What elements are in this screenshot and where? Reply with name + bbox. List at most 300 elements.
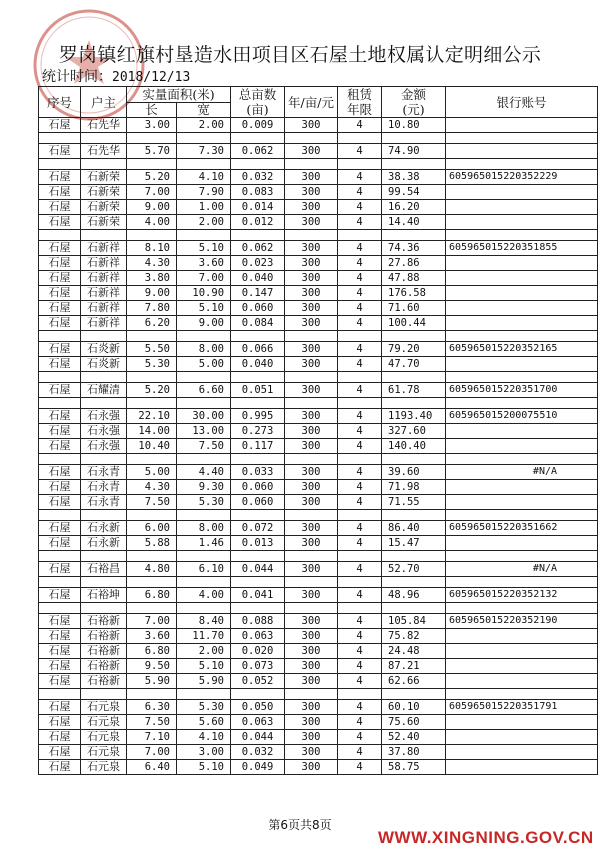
length-cell: 3.00 <box>127 118 177 133</box>
blank-cell <box>382 510 446 521</box>
length-cell: 10.40 <box>127 439 177 454</box>
lease-years-cell: 4 <box>338 674 382 689</box>
bank-account-cell <box>446 730 598 745</box>
blank-cell <box>382 133 446 144</box>
rate-cell: 300 <box>285 424 338 439</box>
rate-cell: 300 <box>285 144 338 159</box>
seq-cell: 石屋 <box>39 424 81 439</box>
lease-years-cell: 4 <box>338 659 382 674</box>
width-cell: 30.00 <box>177 409 231 424</box>
bank-account-cell: 605965015220352165 <box>446 342 598 357</box>
total-mu-cell: 0.051 <box>231 383 285 398</box>
amount-cell: 38.38 <box>382 170 446 185</box>
rate-cell: 300 <box>285 659 338 674</box>
owner-cell: 石永青 <box>81 495 127 510</box>
table-row <box>39 241 598 256</box>
rate-cell: 300 <box>285 342 338 357</box>
width-cell: 9.30 <box>177 480 231 495</box>
lease-years-cell: 4 <box>338 409 382 424</box>
blank-cell <box>338 398 382 409</box>
blank-cell <box>39 603 81 614</box>
blank-separator-row <box>39 230 598 241</box>
total-mu-cell: 0.052 <box>231 674 285 689</box>
blank-cell <box>285 159 338 170</box>
amount-cell: 87.21 <box>382 659 446 674</box>
amount-cell: 14.40 <box>382 215 446 230</box>
total-mu-cell: 0.062 <box>231 241 285 256</box>
total-mu-cell: 0.147 <box>231 286 285 301</box>
table-row <box>39 256 598 271</box>
header-amount <box>382 87 446 118</box>
seq-cell: 石屋 <box>39 674 81 689</box>
lease-years-cell: 4 <box>338 185 382 200</box>
table-row <box>39 170 598 185</box>
total-mu-cell: 0.032 <box>231 170 285 185</box>
table-row <box>39 674 598 689</box>
total-mu-cell: 0.049 <box>231 760 285 775</box>
bank-account-cell: 605965015220351855 <box>446 241 598 256</box>
table-row <box>39 383 598 398</box>
width-cell: 5.10 <box>177 241 231 256</box>
table-row <box>39 301 598 316</box>
blank-cell <box>285 331 338 342</box>
amount-cell: 75.82 <box>382 629 446 644</box>
amount-cell: 1193.40 <box>382 409 446 424</box>
amount-cell: 16.20 <box>382 200 446 215</box>
blank-cell <box>81 689 127 700</box>
width-cell: 7.90 <box>177 185 231 200</box>
table-row <box>39 745 598 760</box>
width-cell: 6.60 <box>177 383 231 398</box>
amount-cell: 105.84 <box>382 614 446 629</box>
bank-account-cell <box>446 215 598 230</box>
rate-cell: 300 <box>285 118 338 133</box>
amount-cell: 24.48 <box>382 644 446 659</box>
blank-cell <box>81 551 127 562</box>
length-cell: 6.30 <box>127 700 177 715</box>
land-rights-table <box>38 86 598 775</box>
table-row <box>39 424 598 439</box>
width-cell: 2.00 <box>177 118 231 133</box>
total-mu-cell: 0.041 <box>231 588 285 603</box>
blank-cell <box>231 551 285 562</box>
amount-cell: 71.55 <box>382 495 446 510</box>
blank-cell <box>338 133 382 144</box>
owner-cell: 石永青 <box>81 465 127 480</box>
blank-cell <box>338 372 382 383</box>
blank-cell <box>231 603 285 614</box>
lease-years-cell: 4 <box>338 760 382 775</box>
rate-cell: 300 <box>285 409 338 424</box>
blank-cell <box>39 689 81 700</box>
blank-cell <box>382 230 446 241</box>
lease-years-cell: 4 <box>338 730 382 745</box>
blank-cell <box>81 510 127 521</box>
amount-cell: 10.80 <box>382 118 446 133</box>
table-row <box>39 715 598 730</box>
blank-cell <box>446 689 598 700</box>
total-mu-cell: 0.060 <box>231 495 285 510</box>
length-cell: 7.50 <box>127 715 177 730</box>
lease-years-cell: 4 <box>338 316 382 331</box>
total-mu-cell: 0.072 <box>231 521 285 536</box>
rate-cell: 300 <box>285 629 338 644</box>
owner-cell: 石新荣 <box>81 215 127 230</box>
owner-cell: 石新祥 <box>81 316 127 331</box>
rate-cell: 300 <box>285 715 338 730</box>
lease-years-cell: 4 <box>338 383 382 398</box>
blank-cell <box>446 577 598 588</box>
amount-cell: 74.36 <box>382 241 446 256</box>
total-mu-cell: 0.032 <box>231 745 285 760</box>
blank-cell <box>39 230 81 241</box>
header-row <box>39 87 598 103</box>
amount-cell: 39.60 <box>382 465 446 480</box>
seq-cell: 石屋 <box>39 536 81 551</box>
blank-cell <box>127 689 177 700</box>
header-amount-line2: (元) <box>402 102 425 117</box>
blank-cell <box>446 230 598 241</box>
blank-cell <box>81 577 127 588</box>
rate-cell: 300 <box>285 495 338 510</box>
blank-cell <box>177 577 231 588</box>
table-row <box>39 144 598 159</box>
blank-separator-row <box>39 398 598 409</box>
owner-cell: 石新荣 <box>81 170 127 185</box>
blank-cell <box>382 454 446 465</box>
bank-account-cell <box>446 357 598 372</box>
amount-cell: 60.10 <box>382 700 446 715</box>
bank-account-cell <box>446 316 598 331</box>
bank-account-cell <box>446 301 598 316</box>
blank-cell <box>382 159 446 170</box>
length-cell: 6.80 <box>127 588 177 603</box>
total-mu-cell: 0.044 <box>231 730 285 745</box>
width-cell: 7.50 <box>177 439 231 454</box>
blank-separator-row <box>39 603 598 614</box>
seq-cell: 石屋 <box>39 286 81 301</box>
blank-cell <box>81 133 127 144</box>
amount-cell: 75.60 <box>382 715 446 730</box>
table-row <box>39 614 598 629</box>
blank-cell <box>39 454 81 465</box>
width-cell: 13.00 <box>177 424 231 439</box>
lease-years-cell: 4 <box>338 480 382 495</box>
rate-cell: 300 <box>285 644 338 659</box>
blank-separator-row <box>39 510 598 521</box>
lease-years-cell: 4 <box>338 465 382 480</box>
total-mu-cell: 0.062 <box>231 144 285 159</box>
length-cell: 5.50 <box>127 342 177 357</box>
header-seq: 序号 <box>39 87 81 118</box>
bank-account-cell: 605965015220351791 <box>446 700 598 715</box>
length-cell: 5.20 <box>127 383 177 398</box>
header-total-mu-line2: (亩) <box>246 102 269 117</box>
seq-cell: 石屋 <box>39 256 81 271</box>
owner-cell: 石新荣 <box>81 185 127 200</box>
total-mu-cell: 0.012 <box>231 215 285 230</box>
width-cell: 3.00 <box>177 745 231 760</box>
lease-years-cell: 4 <box>338 241 382 256</box>
blank-cell <box>285 230 338 241</box>
seq-cell: 石屋 <box>39 521 81 536</box>
bank-account-cell <box>446 760 598 775</box>
total-mu-cell: 0.117 <box>231 439 285 454</box>
blank-cell <box>382 577 446 588</box>
header-total-mu <box>231 87 285 118</box>
blank-cell <box>81 331 127 342</box>
blank-cell <box>338 510 382 521</box>
blank-cell <box>127 454 177 465</box>
seq-cell: 石屋 <box>39 480 81 495</box>
seq-cell: 石屋 <box>39 562 81 577</box>
page-number: 第6页共8页 <box>268 818 332 832</box>
amount-cell: 58.75 <box>382 760 446 775</box>
table-row <box>39 700 598 715</box>
total-mu-cell: 0.063 <box>231 715 285 730</box>
owner-cell: 石新荣 <box>81 200 127 215</box>
blank-cell <box>285 133 338 144</box>
width-cell: 5.30 <box>177 495 231 510</box>
seq-cell: 石屋 <box>39 316 81 331</box>
header-lease-years <box>338 87 382 118</box>
blank-cell <box>338 331 382 342</box>
blank-cell <box>382 398 446 409</box>
table-row <box>39 185 598 200</box>
width-cell: 9.00 <box>177 316 231 331</box>
seq-cell: 石屋 <box>39 644 81 659</box>
owner-cell: 石炎新 <box>81 342 127 357</box>
seq-cell: 石屋 <box>39 144 81 159</box>
bank-account-cell <box>446 424 598 439</box>
lease-years-cell: 4 <box>338 562 382 577</box>
bank-account-cell <box>446 480 598 495</box>
width-cell: 5.10 <box>177 301 231 316</box>
length-cell: 7.00 <box>127 614 177 629</box>
seq-cell: 石屋 <box>39 301 81 316</box>
blank-cell <box>81 454 127 465</box>
blank-cell <box>231 689 285 700</box>
total-mu-cell: 0.273 <box>231 424 285 439</box>
lease-years-cell: 4 <box>338 424 382 439</box>
blank-cell <box>446 133 598 144</box>
blank-cell <box>231 372 285 383</box>
table-row <box>39 760 598 775</box>
rate-cell: 300 <box>285 170 338 185</box>
blank-cell <box>177 372 231 383</box>
blank-cell <box>446 159 598 170</box>
length-cell: 7.80 <box>127 301 177 316</box>
table-row <box>39 495 598 510</box>
header-width: 宽 <box>177 103 231 118</box>
seq-cell: 石屋 <box>39 200 81 215</box>
owner-cell: 石元泉 <box>81 760 127 775</box>
rate-cell: 300 <box>285 562 338 577</box>
total-mu-cell: 0.033 <box>231 465 285 480</box>
length-cell: 5.90 <box>127 674 177 689</box>
blank-cell <box>177 230 231 241</box>
length-cell: 5.30 <box>127 357 177 372</box>
table-row <box>39 271 598 286</box>
amount-cell: 62.66 <box>382 674 446 689</box>
seq-cell: 石屋 <box>39 760 81 775</box>
total-mu-cell: 0.084 <box>231 316 285 331</box>
rate-cell: 300 <box>285 521 338 536</box>
owner-cell: 石元泉 <box>81 730 127 745</box>
blank-cell <box>231 510 285 521</box>
owner-cell: 石裕新 <box>81 644 127 659</box>
length-cell: 7.00 <box>127 185 177 200</box>
total-mu-cell: 0.063 <box>231 629 285 644</box>
amount-cell: 15.47 <box>382 536 446 551</box>
statistics-time-label: 统计时间： <box>42 69 112 85</box>
bank-account-cell: 605965015220352132 <box>446 588 598 603</box>
table-row <box>39 439 598 454</box>
rate-cell: 300 <box>285 730 338 745</box>
rate-cell: 300 <box>285 241 338 256</box>
table-row <box>39 357 598 372</box>
owner-cell: 石新祥 <box>81 241 127 256</box>
bank-account-cell <box>446 629 598 644</box>
amount-cell: 48.96 <box>382 588 446 603</box>
seq-cell: 石屋 <box>39 342 81 357</box>
blank-cell <box>177 510 231 521</box>
seq-cell: 石屋 <box>39 495 81 510</box>
lease-years-cell: 4 <box>338 342 382 357</box>
blank-cell <box>39 159 81 170</box>
bank-account-cell: #N/A <box>446 465 598 480</box>
bank-account-cell <box>446 715 598 730</box>
total-mu-cell: 0.040 <box>231 357 285 372</box>
total-mu-cell: 0.060 <box>231 480 285 495</box>
owner-cell: 石先华 <box>81 118 127 133</box>
width-cell: 2.00 <box>177 215 231 230</box>
blank-cell <box>177 159 231 170</box>
header-bank-account: 银行账号 <box>446 87 598 118</box>
length-cell: 6.80 <box>127 644 177 659</box>
lease-years-cell: 4 <box>338 629 382 644</box>
blank-cell <box>177 398 231 409</box>
blank-cell <box>446 551 598 562</box>
amount-cell: 47.88 <box>382 271 446 286</box>
rate-cell: 300 <box>285 700 338 715</box>
owner-cell: 石新祥 <box>81 271 127 286</box>
blank-cell <box>338 454 382 465</box>
width-cell: 5.00 <box>177 357 231 372</box>
total-mu-cell: 0.020 <box>231 644 285 659</box>
owner-cell: 石裕新 <box>81 629 127 644</box>
blank-cell <box>382 603 446 614</box>
owner-cell: 石永强 <box>81 409 127 424</box>
blank-cell <box>446 331 598 342</box>
blank-cell <box>177 551 231 562</box>
rate-cell: 300 <box>285 383 338 398</box>
seq-cell: 石屋 <box>39 745 81 760</box>
length-cell: 4.80 <box>127 562 177 577</box>
header-area-group: 实量面积(米) <box>127 87 231 103</box>
statistics-time <box>42 66 190 86</box>
blank-cell <box>285 398 338 409</box>
blank-cell <box>382 331 446 342</box>
blank-separator-row <box>39 454 598 465</box>
blank-cell <box>177 331 231 342</box>
length-cell: 22.10 <box>127 409 177 424</box>
owner-cell: 石永新 <box>81 536 127 551</box>
seq-cell: 石屋 <box>39 659 81 674</box>
blank-cell <box>81 398 127 409</box>
amount-cell: 61.78 <box>382 383 446 398</box>
total-mu-cell: 0.083 <box>231 185 285 200</box>
width-cell: 4.10 <box>177 170 231 185</box>
amount-cell: 176.58 <box>382 286 446 301</box>
rate-cell: 300 <box>285 614 338 629</box>
owner-cell: 石耀清 <box>81 383 127 398</box>
length-cell: 4.30 <box>127 256 177 271</box>
table-row <box>39 286 598 301</box>
blank-cell <box>382 372 446 383</box>
total-mu-cell: 0.013 <box>231 536 285 551</box>
bank-account-cell <box>446 256 598 271</box>
blank-cell <box>39 398 81 409</box>
amount-cell: 327.60 <box>382 424 446 439</box>
width-cell: 10.90 <box>177 286 231 301</box>
seq-cell: 石屋 <box>39 629 81 644</box>
rate-cell: 300 <box>285 357 338 372</box>
lease-years-cell: 4 <box>338 715 382 730</box>
blank-cell <box>177 603 231 614</box>
length-cell: 7.00 <box>127 745 177 760</box>
blank-cell <box>285 603 338 614</box>
lease-years-cell: 4 <box>338 144 382 159</box>
blank-cell <box>127 372 177 383</box>
length-cell: 5.70 <box>127 144 177 159</box>
blank-separator-row <box>39 551 598 562</box>
owner-cell: 石永强 <box>81 424 127 439</box>
rate-cell: 300 <box>285 215 338 230</box>
lease-years-cell: 4 <box>338 286 382 301</box>
table-row <box>39 465 598 480</box>
rate-cell: 300 <box>285 316 338 331</box>
rate-cell: 300 <box>285 480 338 495</box>
length-cell: 7.50 <box>127 495 177 510</box>
bank-account-cell: 605965015220351662 <box>446 521 598 536</box>
blank-cell <box>231 331 285 342</box>
seq-cell: 石屋 <box>39 271 81 286</box>
bank-account-cell: 605965015220352190 <box>446 614 598 629</box>
owner-cell: 石新祥 <box>81 256 127 271</box>
width-cell: 4.10 <box>177 730 231 745</box>
rate-cell: 300 <box>285 271 338 286</box>
length-cell: 9.00 <box>127 200 177 215</box>
owner-cell: 石元泉 <box>81 745 127 760</box>
owner-cell: 石先华 <box>81 144 127 159</box>
owner-cell: 石裕新 <box>81 659 127 674</box>
blank-cell <box>177 454 231 465</box>
owner-cell: 石裕坤 <box>81 588 127 603</box>
blank-cell <box>39 577 81 588</box>
blank-cell <box>81 230 127 241</box>
bank-account-cell <box>446 185 598 200</box>
owner-cell: 石新祥 <box>81 301 127 316</box>
blank-cell <box>39 331 81 342</box>
bank-account-cell: 605965015220352229 <box>446 170 598 185</box>
seq-cell: 石屋 <box>39 118 81 133</box>
width-cell: 4.40 <box>177 465 231 480</box>
rate-cell: 300 <box>285 286 338 301</box>
bank-account-cell <box>446 144 598 159</box>
total-mu-cell: 0.073 <box>231 659 285 674</box>
blank-cell <box>127 551 177 562</box>
